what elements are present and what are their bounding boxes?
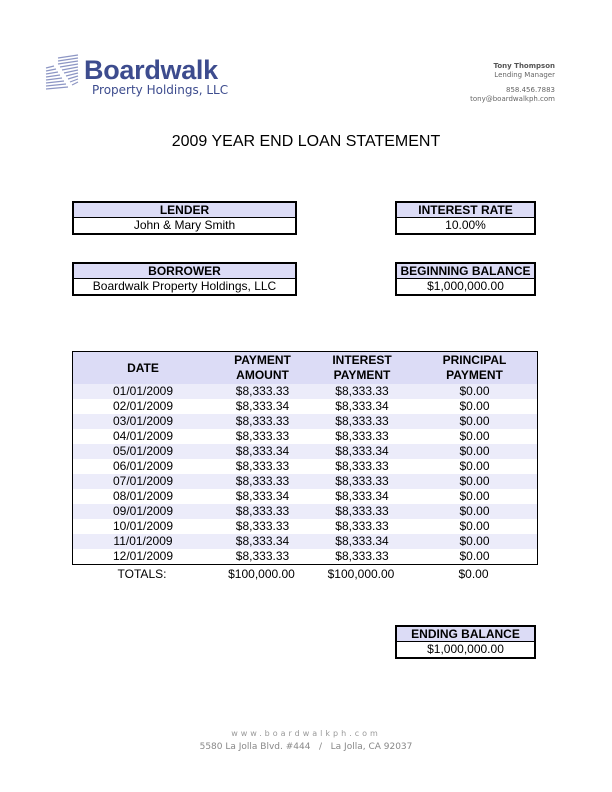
date-cell: 08/01/2009 — [73, 489, 213, 504]
date-cell: 12/01/2009 — [73, 549, 213, 564]
interest-cell: $8,333.33 — [312, 414, 412, 429]
principal-cell: $0.00 — [412, 474, 537, 489]
interest-cell: $8,333.33 — [312, 519, 412, 534]
company-subtitle: Property Holdings, LLC — [92, 83, 229, 97]
principal-cell: $0.00 — [412, 384, 537, 399]
contact-name: Tony Thompson — [493, 62, 555, 70]
principal-cell: $0.00 — [412, 444, 537, 459]
borrower-box — [72, 262, 297, 296]
ending-balance-value: $1,000,000.00 — [427, 642, 504, 656]
table-row — [73, 414, 537, 429]
table-row — [73, 444, 537, 459]
col-header-principal-payment: PRINCIPAL PAYMENT — [412, 352, 537, 384]
company-name: Boardwalk — [84, 55, 218, 85]
totals-interest: $100,000.00 — [327, 567, 395, 581]
interest-rate-label: INTEREST RATE — [397, 203, 534, 218]
payment-cell: $8,333.33 — [213, 474, 312, 489]
interest-cell: $8,333.33 — [312, 384, 412, 399]
payment-cell: $8,333.33 — [213, 549, 312, 564]
payment-cell: $8,333.34 — [213, 399, 312, 414]
principal-cell: $0.00 — [412, 519, 537, 534]
contact-info — [470, 62, 555, 104]
interest-cell: $8,333.33 — [312, 549, 412, 564]
interest-cell: $8,333.33 — [312, 459, 412, 474]
col-header-payment-amount: PAYMENT AMOUNT — [213, 352, 312, 384]
totals-payment: $100,000.00 — [228, 567, 295, 581]
interest-rate-box — [395, 201, 536, 235]
borrower-value: Boardwalk Property Holdings, LLC — [92, 279, 277, 293]
contact-title: Lending Manager — [494, 71, 555, 79]
payment-cell: $8,333.33 — [213, 459, 312, 474]
principal-cell: $0.00 — [412, 549, 537, 564]
ending-balance-box — [395, 625, 536, 659]
table-row — [73, 399, 537, 414]
principal-cell: $0.00 — [412, 504, 537, 519]
page-title: 2009 YEAR END LOAN STATEMENT — [171, 133, 441, 150]
footer-address: 5580 La Jolla Blvd. #444 / La Jolla, CA 92037 — [199, 742, 413, 752]
payment-cell: $8,333.33 — [213, 414, 312, 429]
table-row — [73, 474, 537, 489]
principal-cell: $0.00 — [412, 489, 537, 504]
lender-box — [72, 201, 297, 235]
interest-cell: $8,333.33 — [312, 474, 412, 489]
payment-cell: $8,333.33 — [213, 519, 312, 534]
date-cell: 06/01/2009 — [73, 459, 213, 474]
footer-website: www.boardwalkph.com — [231, 729, 381, 738]
payment-cell: $8,333.33 — [213, 429, 312, 444]
table-row — [73, 384, 537, 399]
table-row — [73, 429, 537, 444]
beginning-balance-value: $1,000,000.00 — [427, 279, 504, 293]
lender-label: LENDER — [74, 203, 295, 218]
payment-cell: $8,333.33 — [213, 504, 312, 519]
date-cell: 10/01/2009 — [73, 519, 213, 534]
table-row — [73, 534, 537, 549]
payment-cell: $8,333.34 — [213, 534, 312, 549]
payment-schedule-table — [72, 351, 538, 565]
principal-cell: $0.00 — [412, 414, 537, 429]
table-row — [73, 549, 537, 564]
col-header-date: DATE — [73, 352, 213, 384]
principal-cell: $0.00 — [412, 399, 537, 414]
interest-cell: $8,333.34 — [312, 489, 412, 504]
borrower-label: BORROWER — [74, 264, 295, 279]
payment-cell: $8,333.33 — [213, 384, 312, 399]
interest-cell: $8,333.33 — [312, 429, 412, 444]
beginning-balance-box — [395, 262, 536, 296]
principal-cell: $0.00 — [412, 534, 537, 549]
interest-cell: $8,333.34 — [312, 534, 412, 549]
principal-cell: $0.00 — [412, 429, 537, 444]
table-row — [73, 489, 537, 504]
company-logo — [44, 54, 234, 104]
date-cell: 04/01/2009 — [73, 429, 213, 444]
principal-cell: $0.00 — [412, 459, 537, 474]
lender-value: John & Mary Smith — [133, 218, 236, 232]
table-row — [73, 519, 537, 534]
table-row — [73, 459, 537, 474]
date-cell: 09/01/2009 — [73, 504, 213, 519]
date-cell: 11/01/2009 — [73, 534, 213, 549]
date-cell: 02/01/2009 — [73, 399, 213, 414]
interest-cell: $8,333.34 — [312, 399, 412, 414]
interest-cell: $8,333.33 — [312, 504, 412, 519]
interest-rate-value: 10.00% — [445, 218, 486, 232]
col-header-interest-payment: INTEREST PAYMENT — [312, 352, 412, 384]
date-cell: 07/01/2009 — [73, 474, 213, 489]
table-row — [73, 504, 537, 519]
totals-label: TOTALS: — [117, 567, 167, 581]
building-logo-icon — [44, 54, 80, 94]
contact-email: tony@boardwalkph.com — [470, 95, 555, 103]
payment-cell: $8,333.34 — [213, 489, 312, 504]
beginning-balance-label: BEGINNING BALANCE — [397, 264, 534, 279]
date-cell: 01/01/2009 — [73, 384, 213, 399]
contact-phone: 858.456.7883 — [506, 86, 555, 94]
interest-cell: $8,333.34 — [312, 444, 412, 459]
date-cell: 05/01/2009 — [73, 444, 213, 459]
date-cell: 03/01/2009 — [73, 414, 213, 429]
ending-balance-label: ENDING BALANCE — [397, 627, 534, 642]
payment-cell: $8,333.34 — [213, 444, 312, 459]
totals-principal: $0.00 — [458, 567, 489, 581]
